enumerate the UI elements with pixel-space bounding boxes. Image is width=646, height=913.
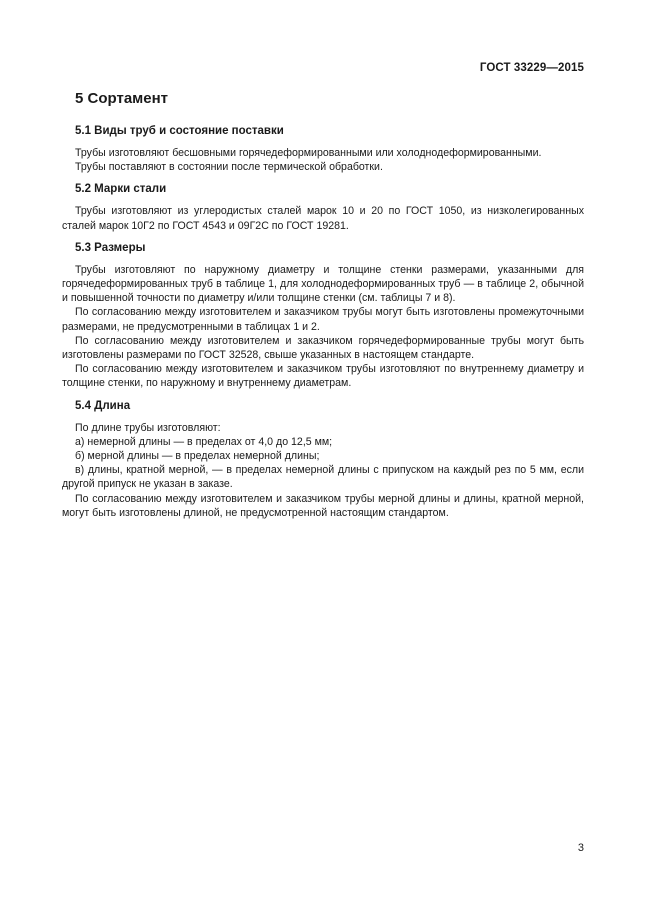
subsection-title: 5.4 Длина (75, 399, 131, 412)
list-item: в) длины, кратной мерной, — в пределах немерной длины с припуском на каждый рез по 5 мм, если другой припуск не указан в заказе. (62, 464, 584, 491)
subsection-5-1 (62, 124, 584, 174)
page-number: 3 (577, 842, 584, 854)
paragraph: По согласованию между изготовителем и заказчиком трубы могут быть изготовлены промежуточными размерами, не предусмотренными в таблицах 1 и 2. (62, 306, 584, 333)
paragraph: Трубы поставляют в состоянии после термической обработки. (75, 161, 383, 174)
list-item: а) немерной длины — в пределах от 4,0 до 12,5 мм; (75, 435, 333, 448)
paragraph: По согласованию между изготовителем и заказчиком трубы мерной длины и длины, кратной мерной, могут быть изготовлены длиной, не предусмотренной настоящим стандартом. (62, 492, 584, 519)
paragraph: Трубы изготовляют по наружному диаметру и толщине стенки размерами, указанными для горячедеформированных труб в таблице 1, для холоднодеформированных труб — в таблице 2, обычной и повышенной точности по диаметру и/или толщине стенки (см. таблицы 7 и 8). (62, 263, 584, 305)
paragraph: Трубы изготовляют из углеродистых сталей марок 10 и 20 по ГОСТ 1050, из низколегированных сталей марок 10Г2 по ГОСТ 4543 и 09Г2С по ГОСТ 19281. (62, 205, 584, 232)
paragraph: По длине трубы изготовляют: (75, 421, 221, 434)
subsection-title: 5.2 Марки стали (75, 183, 167, 196)
paragraph: Трубы изготовляют бесшовными горячедеформированными или холоднодеформированными. (75, 147, 542, 159)
document-content (62, 90, 584, 528)
subsection-5-4 (62, 399, 584, 520)
subsection-5-3 (62, 241, 584, 391)
list-item: б) мерной длины — в пределах немерной длины; (75, 450, 320, 463)
subsection-title: 5.1 Виды труб и состояние поставки (75, 125, 284, 137)
paragraph: По согласованию между изготовителем и заказчиком трубы изготовляют по внутреннему диаметру и толщине стенки, по наружному и внутреннему диаметрам. (62, 363, 584, 390)
document-id-header: ГОСТ 33229—2015 (479, 62, 584, 74)
subsection-title: 5.3 Размеры (75, 241, 146, 254)
section-title: 5 Сортамент (75, 90, 169, 107)
subsection-5-2 (62, 182, 584, 232)
paragraph: По согласованию между изготовителем и заказчиком горячедеформированные трубы могут быть изготовлены размерами по ГОСТ 32528, свыше указанных в настоящем стандарте. (62, 334, 584, 362)
